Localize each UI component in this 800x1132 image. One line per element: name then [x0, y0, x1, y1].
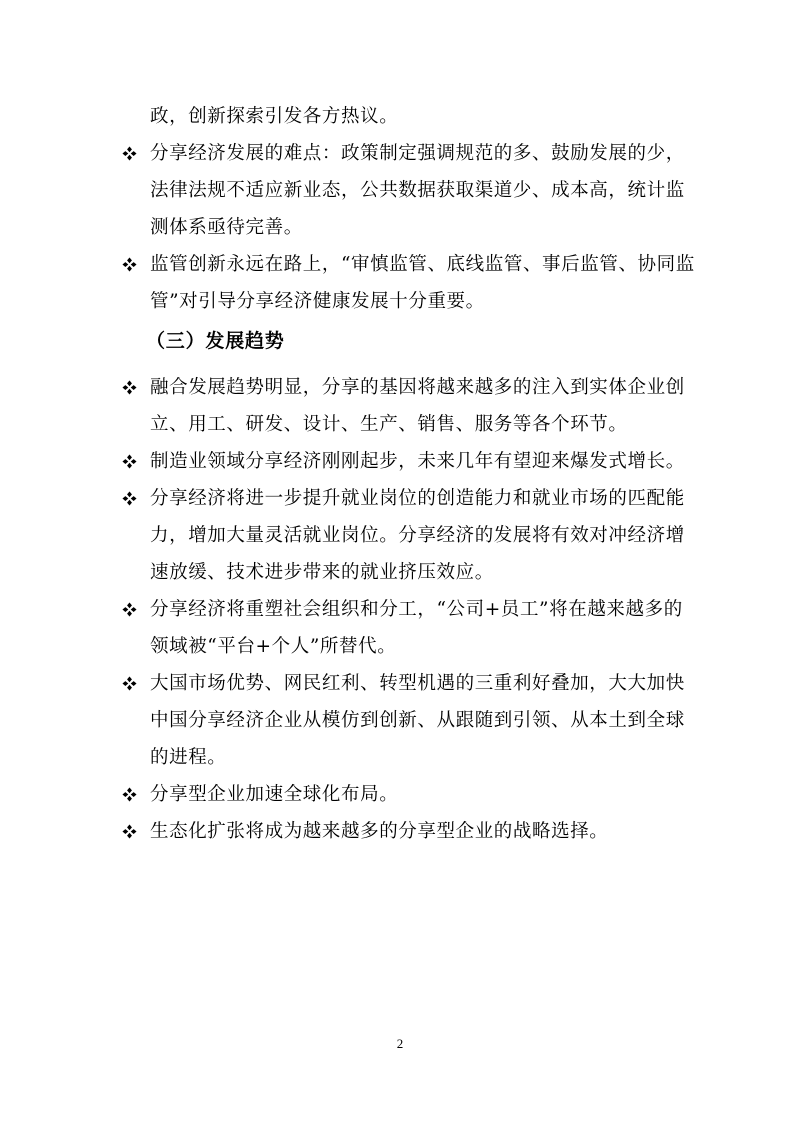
four-diamond-bullet-icon — [120, 135, 138, 172]
bullet-text-line: 力，增加大量灵活就业岗位。分享经济的发展将有效对冲经济增 — [150, 525, 685, 546]
bullet-text-line: 分享经济发展的难点：政策制定强调规范的多、鼓励发展的少， — [150, 143, 685, 164]
four-diamond-bullet-icon — [120, 776, 138, 813]
bullet-text-line: 监管创新永远在路上，“审慎监管、底线监管、事后监管、协同监 — [150, 254, 695, 275]
bullet-text-line: 领域被“平台+个人”所替代。 — [150, 636, 397, 657]
document-body — [118, 98, 698, 850]
bullet-item — [118, 369, 698, 443]
bullet-text-line: 大国市场优势、网民红利、转型机遇的三重利好叠加，大大加快 — [150, 673, 685, 694]
bullet-list-trends — [118, 369, 698, 850]
four-diamond-bullet-icon — [120, 369, 138, 406]
bullet-text-line: 立、用工、研发、设计、生产、销售、服务等各个环节。 — [150, 414, 628, 435]
bullet-text-line: 生态化扩张将成为越来越多的分享型企业的战略选择。 — [150, 821, 609, 842]
four-diamond-bullet-icon — [120, 246, 138, 283]
bullet-item — [118, 591, 698, 665]
four-diamond-bullet-icon — [120, 480, 138, 517]
bullet-text-line: 融合发展趋势明显，分享的基因将越来越多的注入到实体企业创 — [150, 377, 685, 398]
four-diamond-bullet-icon — [120, 665, 138, 702]
continuation-line: 政，创新探索引发各方热议。 — [150, 106, 399, 127]
bullet-text-line: 制造业领域分享经济刚刚起步，未来几年有望迎来爆发式增长。 — [150, 451, 685, 472]
bullet-text-line: 速放缓、技术进步带来的就业挤压效应。 — [150, 562, 494, 583]
bullet-text-line: 分享经济将重塑社会组织和分工，“公司+员工”将在越来越多的 — [150, 599, 683, 620]
bullet-text-line: 测体系亟待完善。 — [150, 217, 303, 238]
bullet-text-line: 的进程。 — [150, 747, 227, 768]
bullet-item — [118, 480, 698, 591]
bullet-text-line: 管”对引导分享经济健康发展十分重要。 — [150, 291, 485, 312]
four-diamond-bullet-icon — [120, 591, 138, 628]
bullet-item — [118, 135, 698, 246]
bullet-item — [118, 665, 698, 776]
bullet-item — [118, 443, 698, 480]
bullet-item — [118, 246, 698, 320]
section-heading: （三）发展趋势 — [146, 330, 285, 352]
page-number: 2 — [396, 1036, 404, 1051]
bullet-item — [118, 813, 698, 850]
four-diamond-bullet-icon — [120, 443, 138, 480]
bullet-list-difficulties — [118, 135, 698, 320]
bullet-text-line: 法律法规不适应新业态，公共数据获取渠道少、成本高，统计监 — [150, 180, 685, 201]
bullet-item — [118, 776, 698, 813]
bullet-text-line: 分享经济将进一步提升就业岗位的创造能力和就业市场的匹配能 — [150, 488, 685, 509]
bullet-text-line: 分享型企业加速全球化布局。 — [150, 784, 399, 805]
four-diamond-bullet-icon — [120, 813, 138, 850]
bullet-text-line: 中国分享经济企业从模仿到创新、从跟随到引领、从本土到全球 — [150, 710, 685, 731]
